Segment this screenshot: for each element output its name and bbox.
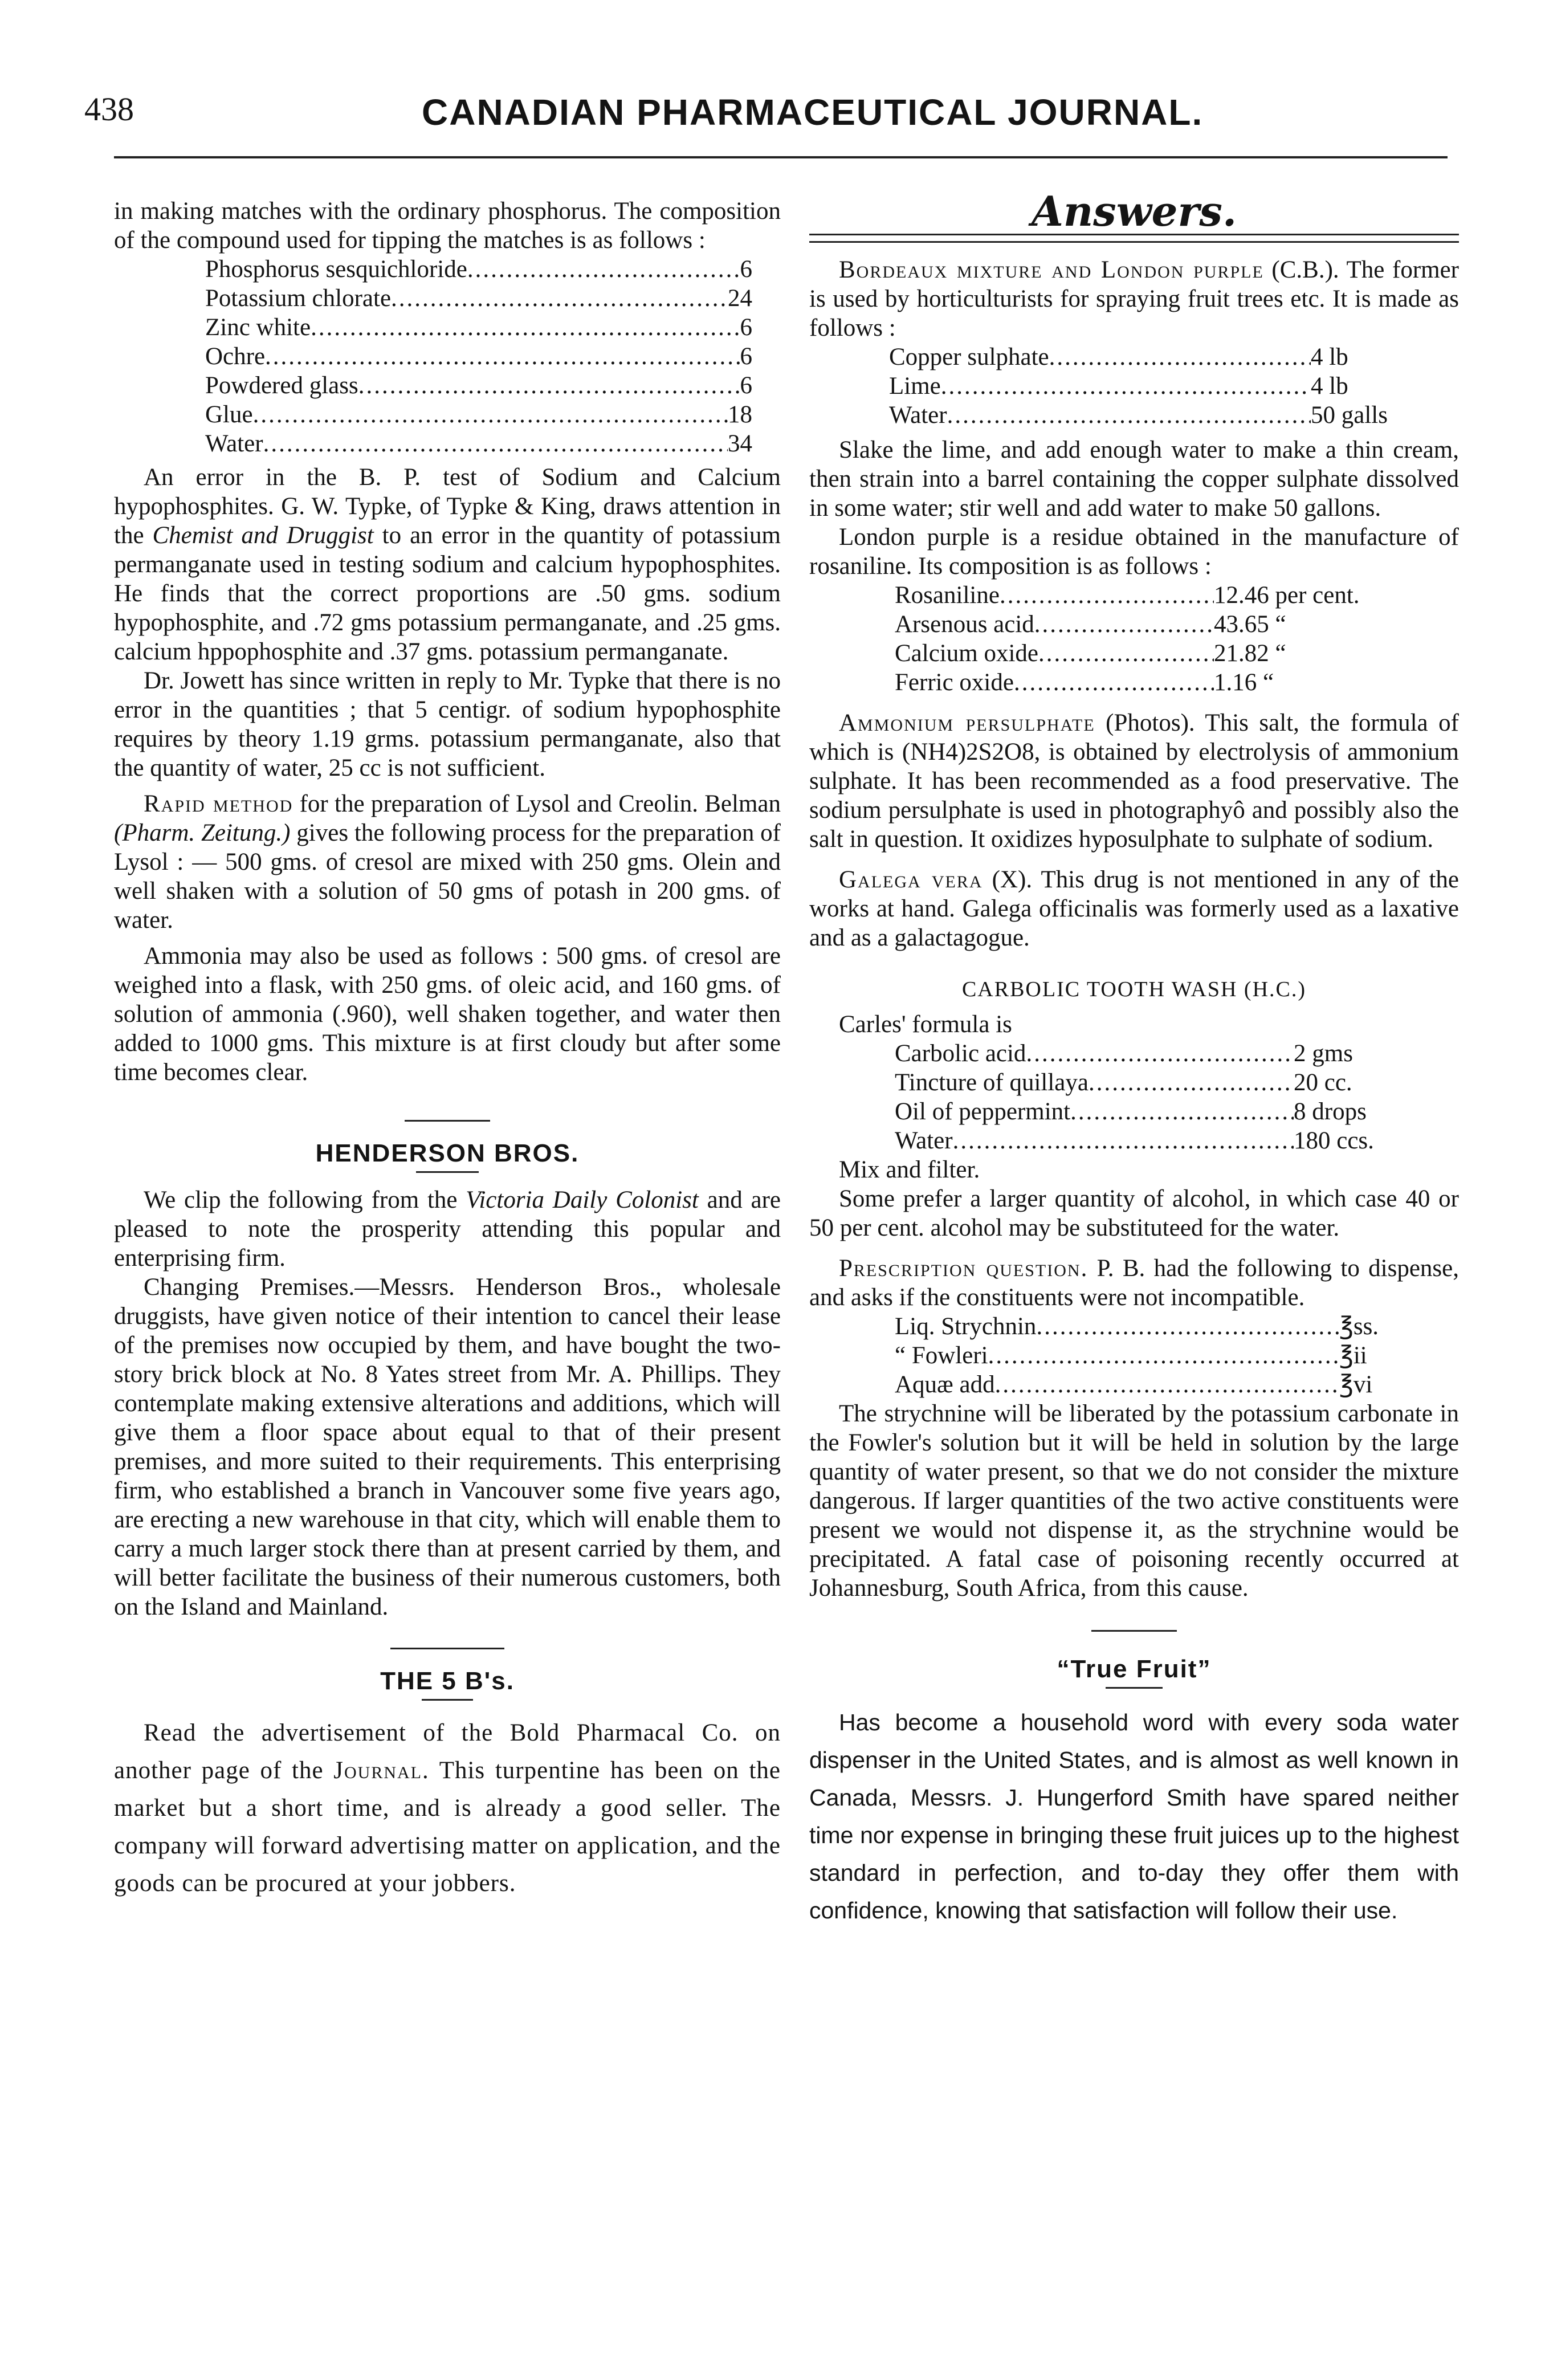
ingredient-name: Powdered glass: [205, 372, 358, 399]
henderson-heading: HENDERSON BROS.: [315, 1139, 580, 1167]
text-span: P. B. had the following to dispense, and asks if the constituents were not incompatible.: [809, 1255, 1459, 1311]
galega-paragraph: [809, 865, 1459, 952]
ingredient-amount: 6: [740, 314, 752, 341]
ingredient-name: Oil of peppermint: [895, 1098, 1071, 1125]
ingredient-amount: 18: [728, 401, 752, 428]
table-row: [895, 1370, 1396, 1399]
henderson-paragraph-1: [114, 1185, 781, 1273]
ingredient-name: Potassium chlorate: [205, 285, 392, 312]
table-row: [895, 1097, 1396, 1126]
ingredient-name: Water: [205, 430, 263, 457]
ingredient-name: Lime: [889, 373, 941, 400]
text-span: Read the advertisement of the Bold Pharmacal Co. on another page of the: [114, 1719, 781, 1784]
error-paragraph-1: [114, 463, 781, 666]
table-row: [895, 610, 1385, 639]
table-row: [895, 1341, 1396, 1370]
smallcaps-journal: Journal.: [333, 1757, 430, 1784]
italic-citation: Chemist and Druggist: [152, 522, 374, 549]
text-span: We clip the following from the: [144, 1187, 466, 1213]
table-row: [205, 255, 752, 284]
table-row: [205, 429, 752, 458]
table-row: [205, 371, 752, 400]
ingredient-name: Aquæ add: [895, 1371, 995, 1398]
section-divider: [405, 1120, 490, 1122]
text-span: (C.B.). The former is used by horticulturists for spraying fruit trees etc. It is made as follows :: [809, 256, 1459, 341]
carbolic-mix: Mix and filter.: [839, 1156, 980, 1183]
ingredient-name: “ Fowleri: [895, 1342, 988, 1369]
ingredient-amount: ℥ss.: [1339, 1313, 1379, 1340]
ingredient-amount: 24: [728, 285, 752, 312]
ingredient-name: Zinc white: [205, 314, 311, 341]
left-column: [114, 197, 781, 1902]
smallcaps-lead: Galega vera: [839, 866, 983, 893]
ingredient-amount: 180 ccs.: [1294, 1127, 1374, 1154]
ingredient-name: Calcium oxide: [895, 640, 1038, 667]
ingredient-amount: 20 cc.: [1294, 1069, 1352, 1096]
ingredient-name: Water: [889, 402, 947, 429]
ingredient-amount: 8 drops: [1294, 1098, 1367, 1125]
heading-underline: [1106, 1687, 1163, 1689]
page-number: 438: [84, 91, 134, 128]
heading-underline: [422, 1699, 473, 1701]
ingredient-amount: 6: [740, 372, 752, 399]
matches-composition-table: [205, 255, 752, 458]
ingredient-amount: ℥ii: [1339, 1342, 1367, 1369]
running-header: CANADIAN PHARMACEUTICAL JOURNAL.: [422, 92, 1204, 133]
ammonium-persulphate-paragraph: [809, 708, 1459, 854]
ingredient-name: Copper sulphate: [889, 344, 1049, 370]
text-span: and are pleased to note the prosperity attending this popular and enterprising firm.: [114, 1187, 781, 1271]
london-purple-table: [895, 581, 1385, 697]
ingredient-amount: 6: [740, 256, 752, 283]
ingredient-amount: 4 lb: [1311, 373, 1348, 400]
ingredient-amount: ℥vi: [1339, 1371, 1373, 1398]
ingredient-name: Tincture of quillaya: [895, 1069, 1089, 1096]
matches-intro: in making matches with the ordinary phosphorus. The composition of the compound used for tipping the matches is as follows :: [114, 198, 781, 254]
five-bs-paragraph: [114, 1714, 781, 1902]
text-span: An error in the B. P. test of Sodium and Calcium hypophosphites. G. W. Typke, of Typke & King, draws attention in the: [114, 464, 781, 549]
london-purple-paragraph: London purple is a residue obtained in the manufacture of rosaniline. Its composition is as follows :: [809, 524, 1459, 580]
ingredient-amount: 34: [728, 430, 752, 457]
header-rule: [114, 156, 1448, 158]
true-fruit-paragraph: Has become a household word with every soda water dispenser in the United States, and is almost as well known in Canada, Messrs. J. Hungerford Smith have spared neither time nor expense in bringing these fruit juices up to the highest standard in perfection, and to-day they offer them with confidence, knowing that satisfaction will follow their use.: [809, 1709, 1459, 1923]
ingredient-amount: 1.16 “: [1214, 669, 1274, 696]
text-span: (Photos). This salt, the formula of which is: [809, 710, 1459, 765]
ingredient-amount: 2 gms: [1294, 1040, 1353, 1067]
table-row: [895, 639, 1385, 668]
ingredient-name: Glue: [205, 401, 253, 428]
table-row: [889, 372, 1408, 401]
table-row: [895, 1039, 1396, 1068]
ingredient-amount: 12.46 per cent.: [1214, 582, 1360, 609]
ingredient-amount: 6: [740, 343, 752, 370]
text-span: gives the following process for the preparation of Lysol : — 500 gms. of cresol are mixed with 250 gms. Olein and well shaken with a solution of 50 gms of potash in 200 gms. of water.: [114, 820, 781, 934]
prescription-table: [895, 1312, 1396, 1399]
table-row: [205, 342, 752, 371]
smallcaps-lead: Bordeaux mixture and London purple: [839, 256, 1264, 283]
ingredient-name: Ochre: [205, 343, 266, 370]
text-span: (X). This drug is not mentioned in any of the works at hand. Galega officinalis was formerly used as a laxative and as a galactagogue.: [809, 866, 1459, 951]
right-column: [809, 187, 1459, 1929]
ingredient-amount: 43.65 “: [1214, 611, 1286, 638]
error-paragraph-2: Dr. Jowett has since written in reply to Mr. Typke that there is no error in the quantities ; that 5 centigr. of sodium hypophosphite requires by theory 1.19 grms. potassium permanganate, also that the quantity of water, 25 cc is not sufficient.: [114, 667, 781, 781]
carbolic-heading: CARBOLIC TOOTH WASH (H.C.): [961, 977, 1307, 1001]
lysol-paragraph-1: [114, 789, 781, 935]
ingredient-amount: 50 galls: [1311, 402, 1388, 429]
table-row: [889, 343, 1408, 372]
smallcaps-lead: Ammonium persulphate: [839, 710, 1095, 736]
ingredient-name: Carbolic acid: [895, 1040, 1026, 1067]
smallcaps-lead: Prescription question.: [839, 1255, 1089, 1282]
prescription-paragraph: [809, 1254, 1459, 1312]
prescription-paragraph-2: The strychnine will be liberated by the potassium carbonate in the Fowler's solution but it will be held in solution by the large quantity of water present, so that we do not consider the mixture dangerous. If larger quantities of the two active constituents were present we would not dispense it, as the strychnine would be precipitated. A fatal case of poisoning recently occurred at Johannesburg, South Africa, from this cause.: [809, 1400, 1459, 1601]
text-span: This turpentine has been on the market but a short time, and is already a good seller. The company will forward advertising matter on application, and the goods can be procured at your jobbers.: [114, 1757, 781, 1897]
table-row: [889, 401, 1408, 430]
henderson-paragraph-2: Changing Premises.—Messrs. Henderson Bros., wholesale druggists, have given notice of their intention to cancel their lease of the premises now occupied by them, and have bought the two-story brick block at No. 8 Yates street from Mr. A. Phillips. They contemplate making extensive alterations and additions, which will give them a floor space about equal to that of their present premises, and more suited to their requirements. This enterprising firm, who established a branch in Vancouver some five years ago, are erecting a new warehouse in that city, which will enable them to carry a much larger stock there than at present carried by them, and will better facilitate the business of their numerous customers, both on the Island and Mainland.: [114, 1274, 781, 1620]
table-row: [895, 668, 1385, 697]
section-divider: [1091, 1630, 1177, 1632]
italic-citation: Victoria Daily Colonist: [466, 1187, 699, 1213]
table-row: [205, 284, 752, 313]
ingredient-amount: 21.82 “: [1214, 640, 1286, 667]
bordeaux-table: [889, 343, 1408, 430]
text-span: , is obtained by electrolysis of ammonium sulphate. It has been recommended as a food preservative. The sodium persulphate is used in photographyô and possibly also the salt in question. It oxidizes hyposulphate to sulphate of sodium.: [809, 739, 1459, 853]
carbolic-intro: Carles' formula is: [839, 1011, 1012, 1038]
carbolic-paragraph-2: Some prefer a larger quantity of alcohol, in which case 40 or 50 per cent. alcohol may be substituteed for the water.: [809, 1185, 1459, 1241]
table-row: [205, 400, 752, 429]
chemical-formula: (NH4)2S2O8: [902, 739, 1034, 765]
smallcaps-lead: Rapid method: [144, 790, 293, 817]
ingredient-name: Liq. Strychnin: [895, 1313, 1037, 1340]
table-row: [895, 1126, 1396, 1155]
ingredient-name: Ferric oxide: [895, 669, 1014, 696]
ingredient-name: Arsenous acid: [895, 611, 1034, 638]
table-row: [205, 313, 752, 342]
bordeaux-paragraph-2: Slake the lime, and add enough water to make a thin cream, then strain into a barrel containing the copper sulphate dissolved in some water; stir well and add water to make 50 gallons.: [809, 437, 1459, 521]
true-fruit-heading: “True Fruit”: [1057, 1655, 1212, 1683]
section-divider: [390, 1648, 504, 1649]
table-row: [895, 1068, 1396, 1097]
lysol-paragraph-2: Ammonia may also be used as follows : 500 gms. of cresol are weighed into a flask, with 250 gms. of oleic acid, and 160 gms. of solution of ammonia (.960), well shaken together, and water then added to 1000 gms. This mixture is at first cloudy but after some time becomes clear.: [114, 943, 781, 1086]
table-row: [895, 581, 1385, 610]
five-bs-heading: THE 5 B's.: [380, 1667, 515, 1695]
heading-underline: [416, 1171, 479, 1173]
ingredient-name: Phosphorus sesquichloride: [205, 256, 467, 283]
text-span: for the preparation of Lysol and Creolin. Belman: [293, 790, 781, 817]
text-span: to an error in the quantity of potassium permanganate used in testing sodium and calcium hypophosphites. He finds that the correct proportions are .50 gms. sodium hypophosphite, and .72 gms potassium permanganate, and .25 gms. calcium hppophosphite and .37 gms. potassium permanganate.: [114, 522, 781, 665]
ingredient-amount: 4 lb: [1311, 344, 1348, 370]
bordeaux-paragraph: [809, 255, 1459, 343]
answers-heading: Answers.: [1031, 187, 1237, 235]
ingredient-name: Rosaniline: [895, 582, 1000, 609]
table-row: [895, 1312, 1396, 1341]
carbolic-table: [895, 1039, 1396, 1155]
ingredient-name: Water: [895, 1127, 953, 1154]
italic-citation: (Pharm. Zeitung.): [114, 820, 291, 846]
